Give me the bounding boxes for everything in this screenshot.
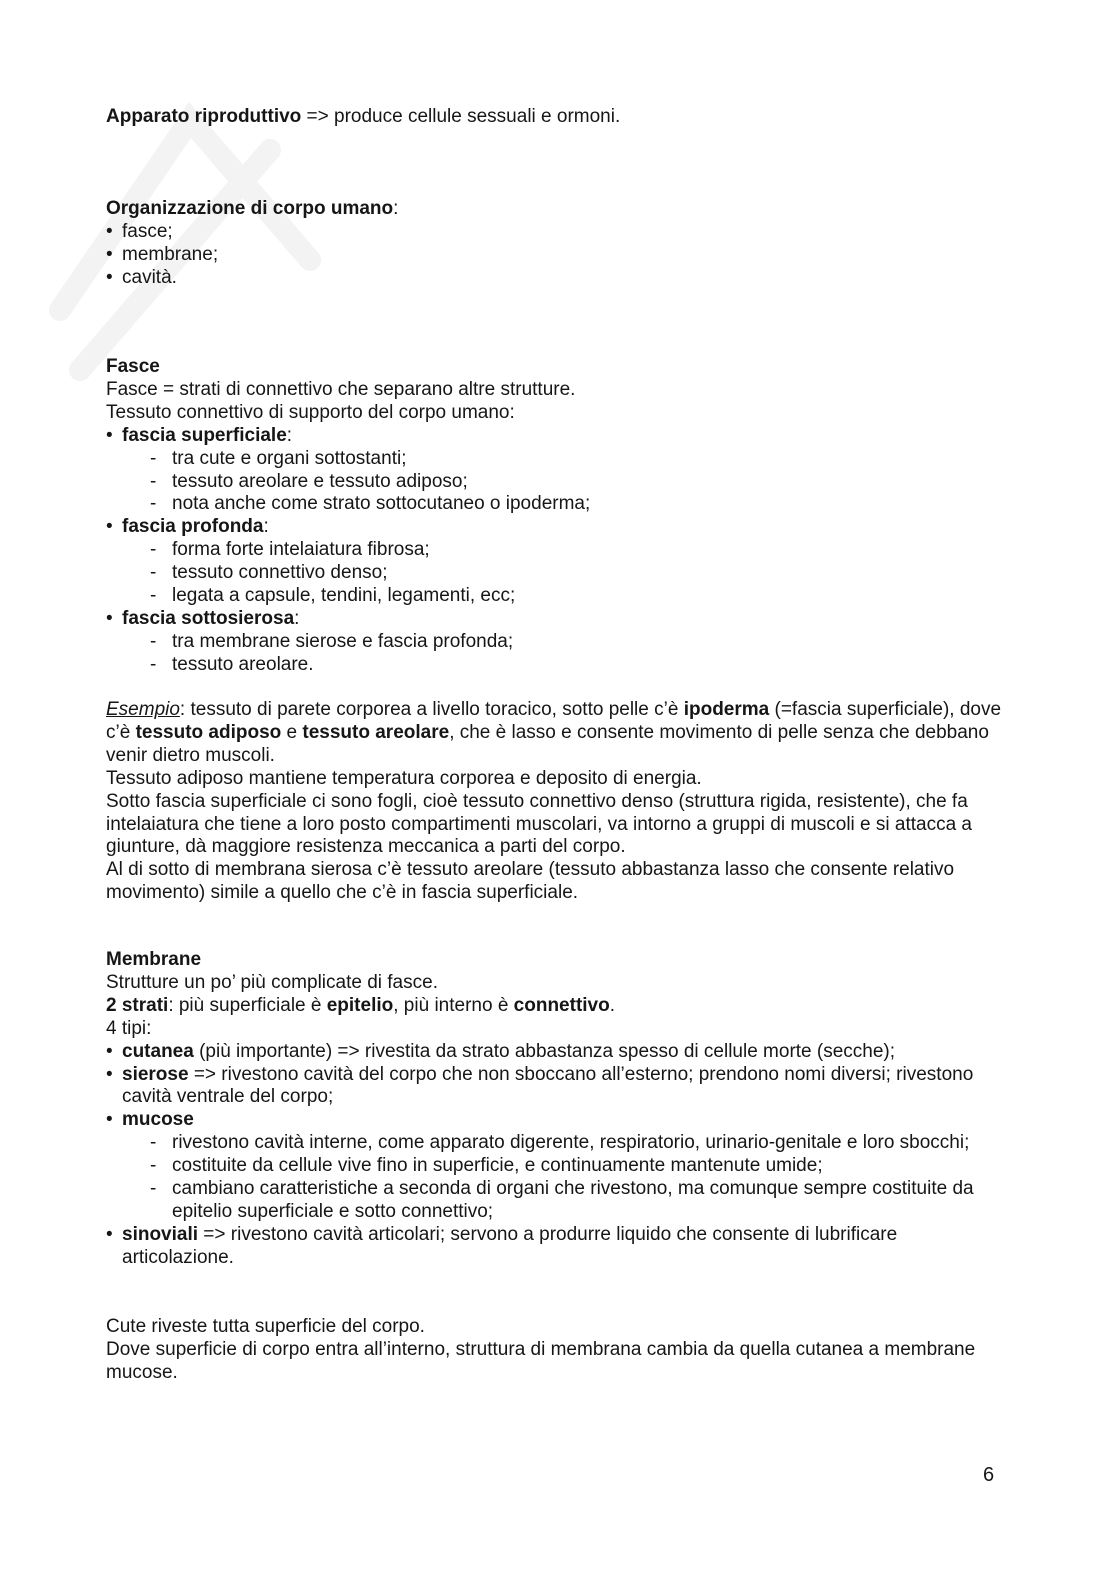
- membrane-tipi: 4 tipi:: [106, 1017, 152, 1039]
- text-run: (=fascia superficiale), dove c’è: [106, 699, 1002, 743]
- intro-term: Apparato riproduttivo: [106, 106, 302, 127]
- esempio-section: [106, 699, 1006, 905]
- intro-line: [106, 106, 1006, 129]
- sub-item: - rivestono cavità interne, come apparato digerente, respiratorio, urinario-genitale e loro sbocchi;: [106, 1132, 1006, 1155]
- text-run: (più importante) => rivestita da strato abbastanza spesso di cellule morte (secche);: [193, 1040, 896, 1062]
- text-run: => rivestono cavità del corpo che non sboccano all’esterno; prendono nomi diversi; rivestono cavità ventrale del corpo;: [122, 1063, 974, 1108]
- fasce-line1: Fasce = strati di connettivo che separano altre strutture.: [106, 378, 576, 400]
- esempio-label: Esempio: [106, 699, 180, 720]
- sub-item: - forma forte intelaiatura fibrosa;: [106, 539, 1006, 562]
- fasce-line2: Tessuto connettivo di supporto del corpo umano:: [106, 401, 515, 423]
- colon: :: [294, 607, 300, 629]
- text-run: .: [609, 994, 616, 1016]
- fasce-heading: Fasce: [106, 356, 160, 377]
- list-item: [106, 1109, 1006, 1132]
- list-item: [106, 1064, 1006, 1110]
- sub-item: - tra membrane sierose e fascia profonda;: [106, 631, 1006, 654]
- sub-item: - legata a capsule, tendini, legamenti, ecc;: [106, 585, 1006, 608]
- membrane-section: [106, 949, 1006, 1270]
- bold-term: tessuto adiposo: [135, 721, 282, 743]
- organizzazione-heading: Organizzazione di corpo umano: [106, 198, 394, 219]
- bold-term: sinoviali: [122, 1223, 199, 1245]
- list-item: • cavità.: [106, 267, 1006, 290]
- bold-term: 2 strati: [106, 994, 169, 1016]
- text-run: : più superficiale è: [168, 994, 327, 1016]
- sub-item: - cambiano caratteristiche a seconda di organi che rivestono, ma comunque sempre costituite da epitelio superficiale e sotto connettivo;: [106, 1178, 1006, 1224]
- esempio-p2: Tessuto adiposo mantiene temperatura corporea e deposito di energia.: [106, 767, 702, 789]
- text-run: e: [281, 721, 303, 743]
- sub-item: - tessuto areolare.: [106, 654, 1006, 677]
- bold-term: epitelio: [326, 994, 394, 1016]
- organizzazione-list: [106, 221, 1006, 290]
- sub-item: - costituite da cellule vive fino in superficie, e continuamente mantenute umide;: [106, 1155, 1006, 1178]
- bold-term: sierose: [122, 1063, 189, 1085]
- bold-term: ipoderma: [683, 699, 770, 720]
- list-item: [106, 425, 1006, 448]
- fascia-label: fascia superficiale: [122, 424, 287, 446]
- page-number: 6: [983, 1464, 995, 1486]
- cute-section: [106, 1316, 1006, 1385]
- membrane-heading: Membrane: [106, 949, 202, 970]
- text-run: , che è lasso e consente movimento di pelle senza che debbano venir dietro muscoli.: [106, 721, 989, 766]
- fascia-label: fascia profonda: [122, 516, 264, 538]
- text-run: : tessuto di parete corporea a livello toracico, sotto pelle c’è: [179, 699, 684, 720]
- organizzazione-colon: :: [393, 198, 399, 219]
- bold-term: mucose: [122, 1109, 194, 1131]
- text-run: => rivestono cavità articolari; servono a produrre liquido che consente di lubrificare articolazione.: [122, 1223, 898, 1268]
- fasce-list: [106, 425, 1006, 677]
- bold-term: tessuto areolare: [302, 721, 450, 743]
- sub-item: - tessuto connettivo denso;: [106, 562, 1006, 585]
- membrane-list: [106, 1041, 1006, 1270]
- cute-line2: Dove superficie di corpo entra all’interno, struttura di membrana cambia da quella cutanea a membrane mucose.: [106, 1338, 976, 1383]
- bold-term: cutanea: [122, 1040, 194, 1062]
- colon: :: [286, 424, 293, 446]
- list-item: • membrane;: [106, 244, 1006, 267]
- organizzazione-heading-line: [106, 198, 1006, 221]
- sub-item: - tra cute e organi sottostanti;: [106, 448, 1006, 471]
- list-item: [106, 516, 1006, 539]
- list-item: [106, 608, 1006, 631]
- fasce-section: [106, 356, 1006, 677]
- cute-line1: Cute riveste tutta superficie del corpo.: [106, 1316, 425, 1337]
- text-run: , più interno è: [393, 994, 514, 1016]
- sub-item: - nota anche come strato sottocutaneo o ipoderma;: [106, 493, 1006, 516]
- membrane-line1: Strutture un po’ più complicate di fasce.: [106, 971, 438, 993]
- esempio-p3: Sotto fascia superficiale ci sono fogli, cioè tessuto connettivo denso (struttura rigida, resistente), che fa intelaiatura che tiene a loro posto compartimenti muscolari, va intorno a gruppi di muscoli e si attacca a giunture, dà maggiore resistenza meccanica a parti del corpo.: [106, 790, 972, 858]
- organizzazione-section: [106, 198, 1006, 290]
- intro-rest: => produce cellule sessuali e ormoni.: [301, 106, 621, 127]
- list-item: [106, 1041, 1006, 1064]
- list-item: [106, 1224, 1006, 1270]
- colon: :: [263, 516, 269, 538]
- membrane-strati: [106, 995, 1006, 1018]
- esempio-p4: Al di sotto di membrana sierosa c’è tessuto areolare (tessuto abbastanza lasso che consente relativo movimento) simile a quello che c’è in fascia superficiale.: [106, 859, 955, 904]
- fascia-label: fascia sottosierosa: [122, 607, 295, 629]
- list-item: • fasce;: [106, 221, 1006, 244]
- esempio-paragraph: [106, 699, 1006, 768]
- bold-term: connettivo: [513, 994, 610, 1016]
- sub-item: - tessuto areolare e tessuto adiposo;: [106, 471, 1006, 494]
